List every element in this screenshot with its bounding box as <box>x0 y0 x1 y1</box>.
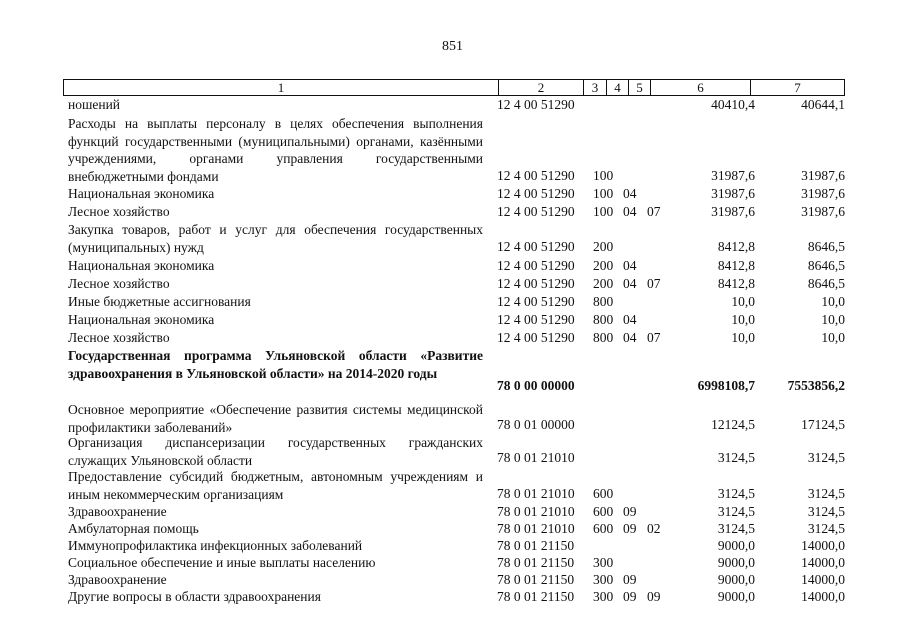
row-name: Национальная экономика <box>68 312 215 327</box>
row-code: 78 0 01 21150 <box>497 589 575 604</box>
row-code: 12 4 00 51290 <box>497 186 575 201</box>
row-vr: 600 <box>593 521 614 536</box>
row-rz: 09 <box>623 572 637 587</box>
row-name: Национальная экономика <box>68 186 215 201</box>
row-value-2019: 8412,8 <box>717 258 755 273</box>
row-value-2019: 31987,6 <box>711 186 755 201</box>
header-col-4: 4 <box>607 80 629 95</box>
row-pr: 07 <box>647 330 661 345</box>
row-value-2019: 3124,5 <box>717 486 755 501</box>
header-col-7: 7 <box>794 80 801 95</box>
row-vr: 300 <box>593 572 614 587</box>
row-vr: 300 <box>593 555 614 570</box>
row-code: 78 0 01 00000 <box>497 417 575 432</box>
row-value-2019: 12124,5 <box>711 417 755 432</box>
row-value-2020: 17124,5 <box>801 417 845 432</box>
row-name: Расходы на выплаты персоналу в целях обеспечения выполнения функций государственными (муниципальными) органами, казёнными учреждениями, органами управления государственными внебюджетными фондами <box>68 116 483 184</box>
row-vr: 100 <box>593 186 614 201</box>
row-value-2020: 3124,5 <box>807 504 845 519</box>
row-name: Лесное хозяйство <box>68 204 170 219</box>
row-rz: 04 <box>623 186 637 201</box>
row-name: Иммунопрофилактика инфекционных заболеваний <box>68 538 363 553</box>
row-value-2019: 3124,5 <box>717 504 755 519</box>
row-vr: 600 <box>593 486 614 501</box>
row-value-2020: 31987,6 <box>801 168 845 183</box>
row-name: Национальная экономика <box>68 258 215 273</box>
row-value-2020: 14000,0 <box>801 555 845 570</box>
row-value-2020: 3124,5 <box>807 486 845 501</box>
row-value-2020: 14000,0 <box>801 589 845 604</box>
row-value-2020: 14000,0 <box>801 538 845 553</box>
row-code: 78 0 01 21150 <box>497 538 575 553</box>
row-pr: 07 <box>647 204 661 219</box>
row-value-2019: 31987,6 <box>711 168 755 183</box>
row-code: 78 0 01 21150 <box>497 555 575 570</box>
header-col-6: 6 <box>651 80 751 95</box>
row-value-2019: 8412,8 <box>717 239 755 254</box>
row-code: 12 4 00 51290 <box>497 294 575 309</box>
row-name: Лесное хозяйство <box>68 330 170 345</box>
row-code: 78 0 00 00000 <box>497 378 575 393</box>
header-col-3: 3 <box>584 80 607 95</box>
row-value-2020: 31987,6 <box>801 204 845 219</box>
row-rz: 09 <box>623 504 637 519</box>
row-value-2020: 3124,5 <box>807 521 845 536</box>
row-value-2019: 9000,0 <box>717 572 755 587</box>
row-code: 12 4 00 51290 <box>497 330 575 345</box>
row-name: Социальное обеспечение и иные выплаты населению <box>68 555 376 570</box>
row-value-2020: 8646,5 <box>807 258 845 273</box>
row-vr: 800 <box>593 294 614 309</box>
row-value-2020: 14000,0 <box>801 572 845 587</box>
row-value-2019: 9000,0 <box>717 538 755 553</box>
header-col-1: 1 <box>64 80 499 95</box>
row-name: ношений <box>68 97 121 112</box>
row-vr: 100 <box>593 204 614 219</box>
row-code: 78 0 01 21010 <box>497 521 575 536</box>
row-vr: 100 <box>593 168 614 183</box>
row-rz: 09 <box>623 589 637 604</box>
row-value-2020: 10,0 <box>821 294 845 309</box>
row-value-2020: 31987,6 <box>801 186 845 201</box>
page-number: 851 <box>442 39 463 54</box>
row-value-2019: 6998108,7 <box>697 378 755 393</box>
row-rz: 04 <box>623 312 637 327</box>
row-vr: 600 <box>593 504 614 519</box>
row-name: Здравоохранение <box>68 504 167 519</box>
row-value-2019: 9000,0 <box>717 589 755 604</box>
table-header <box>63 79 845 96</box>
row-code: 12 4 00 51290 <box>497 204 575 219</box>
row-value-2019: 10,0 <box>731 312 755 327</box>
row-value-2019: 10,0 <box>731 330 755 345</box>
row-vr: 800 <box>593 312 614 327</box>
row-name: Закупка товаров, работ и услуг для обеспечения государственных (муниципальных) нужд <box>68 222 483 255</box>
row-pr: 07 <box>647 276 661 291</box>
row-value-2019: 3124,5 <box>717 521 755 536</box>
row-vr: 800 <box>593 330 614 345</box>
row-rz: 09 <box>623 521 637 536</box>
row-rz: 04 <box>623 276 637 291</box>
row-code: 78 0 01 21010 <box>497 450 575 465</box>
row-code: 12 4 00 51290 <box>497 258 575 273</box>
row-pr: 02 <box>647 521 661 536</box>
row-value-2020: 3124,5 <box>807 450 845 465</box>
row-code: 12 4 00 51290 <box>497 312 575 327</box>
row-rz: 04 <box>623 258 637 273</box>
row-vr: 200 <box>593 239 614 254</box>
header-col-5: 5 <box>629 80 651 95</box>
row-code: 12 4 00 51290 <box>497 97 575 112</box>
row-name: Амбулаторная помощь <box>68 521 199 536</box>
row-value-2020: 40644,1 <box>801 97 845 112</box>
row-pr: 09 <box>647 589 661 604</box>
row-value-2019: 3124,5 <box>717 450 755 465</box>
row-code: 12 4 00 51290 <box>497 168 575 183</box>
row-code: 12 4 00 51290 <box>497 239 575 254</box>
row-name: Здравоохранение <box>68 572 167 587</box>
row-name: Иные бюджетные ассигнования <box>68 294 251 309</box>
row-code: 12 4 00 51290 <box>497 276 575 291</box>
row-value-2020: 10,0 <box>821 330 845 345</box>
row-vr: 300 <box>593 589 614 604</box>
header-col-2: 2 <box>499 80 584 95</box>
row-rz: 04 <box>623 204 637 219</box>
row-value-2019: 31987,6 <box>711 204 755 219</box>
row-value-2020: 7553856,2 <box>787 378 845 393</box>
row-name: Предоставление субсидий бюджетным, автономным учреждениям и иным некоммерческим организациям <box>68 469 483 502</box>
row-code: 78 0 01 21010 <box>497 504 575 519</box>
row-name: Лесное хозяйство <box>68 276 170 291</box>
row-vr: 200 <box>593 276 614 291</box>
row-vr: 200 <box>593 258 614 273</box>
row-code: 78 0 01 21010 <box>497 486 575 501</box>
row-code: 78 0 01 21150 <box>497 572 575 587</box>
row-value-2020: 10,0 <box>821 312 845 327</box>
row-name: Основное мероприятие «Обеспечение развития системы медицинской профилактики заболеваний» <box>68 402 483 435</box>
row-value-2020: 8646,5 <box>807 239 845 254</box>
row-name: Государственная программа Ульяновской области «Развитие здравоохранения в Ульяновской области» на 2014-2020 годы <box>68 348 483 381</box>
row-value-2019: 9000,0 <box>717 555 755 570</box>
row-value-2020: 8646,5 <box>807 276 845 291</box>
row-name: Организация диспансеризации государственных гражданских служащих Ульяновской области <box>68 435 483 468</box>
row-value-2019: 10,0 <box>731 294 755 309</box>
row-name: Другие вопросы в области здравоохранения <box>68 589 321 604</box>
row-rz: 04 <box>623 330 637 345</box>
row-value-2019: 40410,4 <box>711 97 755 112</box>
row-value-2019: 8412,8 <box>717 276 755 291</box>
